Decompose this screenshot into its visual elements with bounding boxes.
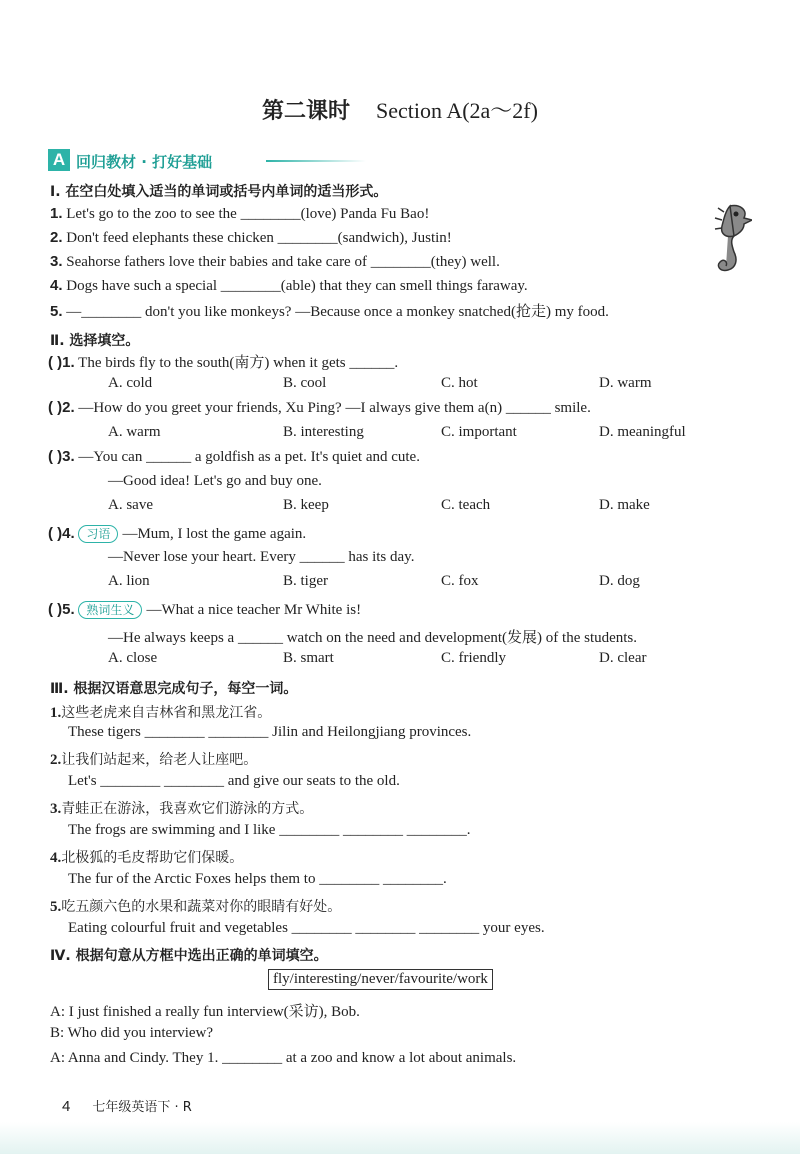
part2-stem: ( )5. 熟词生义 —What a nice teacher Mr White is! bbox=[48, 601, 362, 618]
part2-option: C. hot bbox=[441, 375, 478, 391]
part2-option: A. warm bbox=[108, 424, 161, 440]
part2-option: D. make bbox=[599, 497, 650, 513]
part3-en: Let's ________ ________ and give our seats to the old. bbox=[68, 773, 400, 789]
banner-rule bbox=[266, 160, 366, 162]
section-heading-4: Ⅳ. 根据句意从方框中选出正确的单词填空。 bbox=[50, 948, 328, 964]
part3-cn: 5.吃五颜六色的水果和蔬菜对你的眼睛有好处。 bbox=[50, 899, 342, 915]
part2-option: A. cold bbox=[108, 375, 153, 391]
part2-option: D. warm bbox=[599, 375, 652, 391]
part2-option: C. teach bbox=[441, 497, 491, 513]
part1-item: 3. Seahorse fathers love their babies and take care of ________(they) well. bbox=[50, 253, 500, 270]
book-name: 七年级英语下 · R bbox=[92, 1100, 192, 1115]
part2-stem: ( )2. —How do you greet your friends, Xu Ping? —I always give them a(n) ______ smile. bbox=[48, 399, 591, 416]
part2-option: D. clear bbox=[599, 650, 647, 666]
part2-stem: ( )4. 习语 —Mum, I lost the game again. bbox=[48, 525, 307, 542]
dialogue-line: A: I just finished a really fun interview(采访), Bob. bbox=[50, 1004, 360, 1020]
part3-cn: 1.这些老虎来自吉林省和黑龙江省。 bbox=[50, 705, 272, 721]
section-heading-2: Ⅱ. 选择填空。 bbox=[50, 333, 140, 349]
page-footer bbox=[62, 1096, 192, 1115]
section-heading-3: Ⅲ. 根据汉语意思完成句子，每空一词。 bbox=[50, 681, 298, 697]
banner-badge: A bbox=[48, 149, 70, 171]
idiom-tag: 习语 bbox=[78, 525, 118, 543]
part2-option: C. important bbox=[441, 424, 517, 440]
dialogue-line: B: Who did you interview? bbox=[50, 1025, 214, 1041]
part2-option: B. interesting bbox=[283, 424, 364, 440]
lesson-title-cn: 第二课时 bbox=[262, 99, 351, 124]
part2-stem-reply: —Good idea! Let's go and buy one. bbox=[108, 473, 322, 489]
section-banner bbox=[48, 148, 318, 174]
part3-cn: 2.让我们站起来，给老人让座吧。 bbox=[50, 752, 258, 768]
banner-text: 回归教材 · 打好基础 bbox=[76, 153, 213, 171]
part2-option: C. fox bbox=[441, 573, 479, 589]
part2-option: D. meaningful bbox=[599, 424, 686, 440]
part2-option: D. dog bbox=[599, 573, 640, 589]
page-title bbox=[0, 94, 800, 125]
part3-en: These tigers ________ ________ Jilin and Heilongjiang provinces. bbox=[68, 724, 472, 740]
section-heading-1: Ⅰ. 在空白处填入适当的单词或括号内单词的适当形式。 bbox=[50, 184, 388, 200]
part3-en: Eating colourful fruit and vegetables ________ ________ ________ your eyes. bbox=[68, 920, 545, 936]
word-box: fly/interesting/never/favourite/work bbox=[268, 969, 493, 990]
part1-item: 4. Dogs have such a special ________(able) that they can smell things faraway. bbox=[50, 277, 528, 294]
dialogue-line: A: Anna and Cindy. They 1. ________ at a zoo and know a lot about animals. bbox=[50, 1050, 517, 1066]
part1-item: 2. Don't feed elephants these chicken ________(sandwich), Justin! bbox=[50, 229, 452, 246]
part1-item: 5. —________ don't you like monkeys? —Because once a monkey snatched(抢走) my food. bbox=[50, 303, 609, 320]
part3-en: The fur of the Arctic Foxes helps them to ________ ________. bbox=[68, 871, 447, 887]
part2-option: B. keep bbox=[283, 497, 329, 513]
part2-stem: ( )3. —You can ______ a goldfish as a pet. It's quiet and cute. bbox=[48, 448, 420, 465]
part2-stem: ( )1. The birds fly to the south(南方) when it gets ______. bbox=[48, 354, 399, 371]
seahorse-icon bbox=[700, 200, 752, 280]
part3-cn: 3.青蛙正在游泳，我喜欢它们游泳的方式。 bbox=[50, 801, 314, 817]
part3-cn: 4.北极狐的毛皮帮助它们保暖。 bbox=[50, 850, 244, 866]
part2-option: A. close bbox=[108, 650, 158, 666]
part1-item: 1. Let's go to the zoo to see the ________(love) Panda Fu Bao! bbox=[50, 205, 430, 222]
new-meaning-tag: 熟词生义 bbox=[78, 601, 142, 619]
part3-en: The frogs are swimming and I like ________ ________ ________. bbox=[68, 822, 471, 838]
part2-option: B. tiger bbox=[283, 573, 328, 589]
part2-option: B. smart bbox=[283, 650, 334, 666]
part2-option: A. lion bbox=[108, 573, 150, 589]
part2-option: A. save bbox=[108, 497, 153, 513]
lesson-title-en: Section A(2a～2f) bbox=[376, 98, 538, 123]
part2-stem-reply: —He always keeps a ______ watch on the need and development(发展) of the students. bbox=[108, 630, 638, 646]
page-number: 4 bbox=[62, 1098, 71, 1115]
part2-option: C. friendly bbox=[441, 650, 506, 666]
part2-option: B. cool bbox=[283, 375, 327, 391]
part2-stem-reply: —Never lose your heart. Every ______ has its day. bbox=[108, 549, 415, 565]
footer-band bbox=[0, 1122, 800, 1154]
